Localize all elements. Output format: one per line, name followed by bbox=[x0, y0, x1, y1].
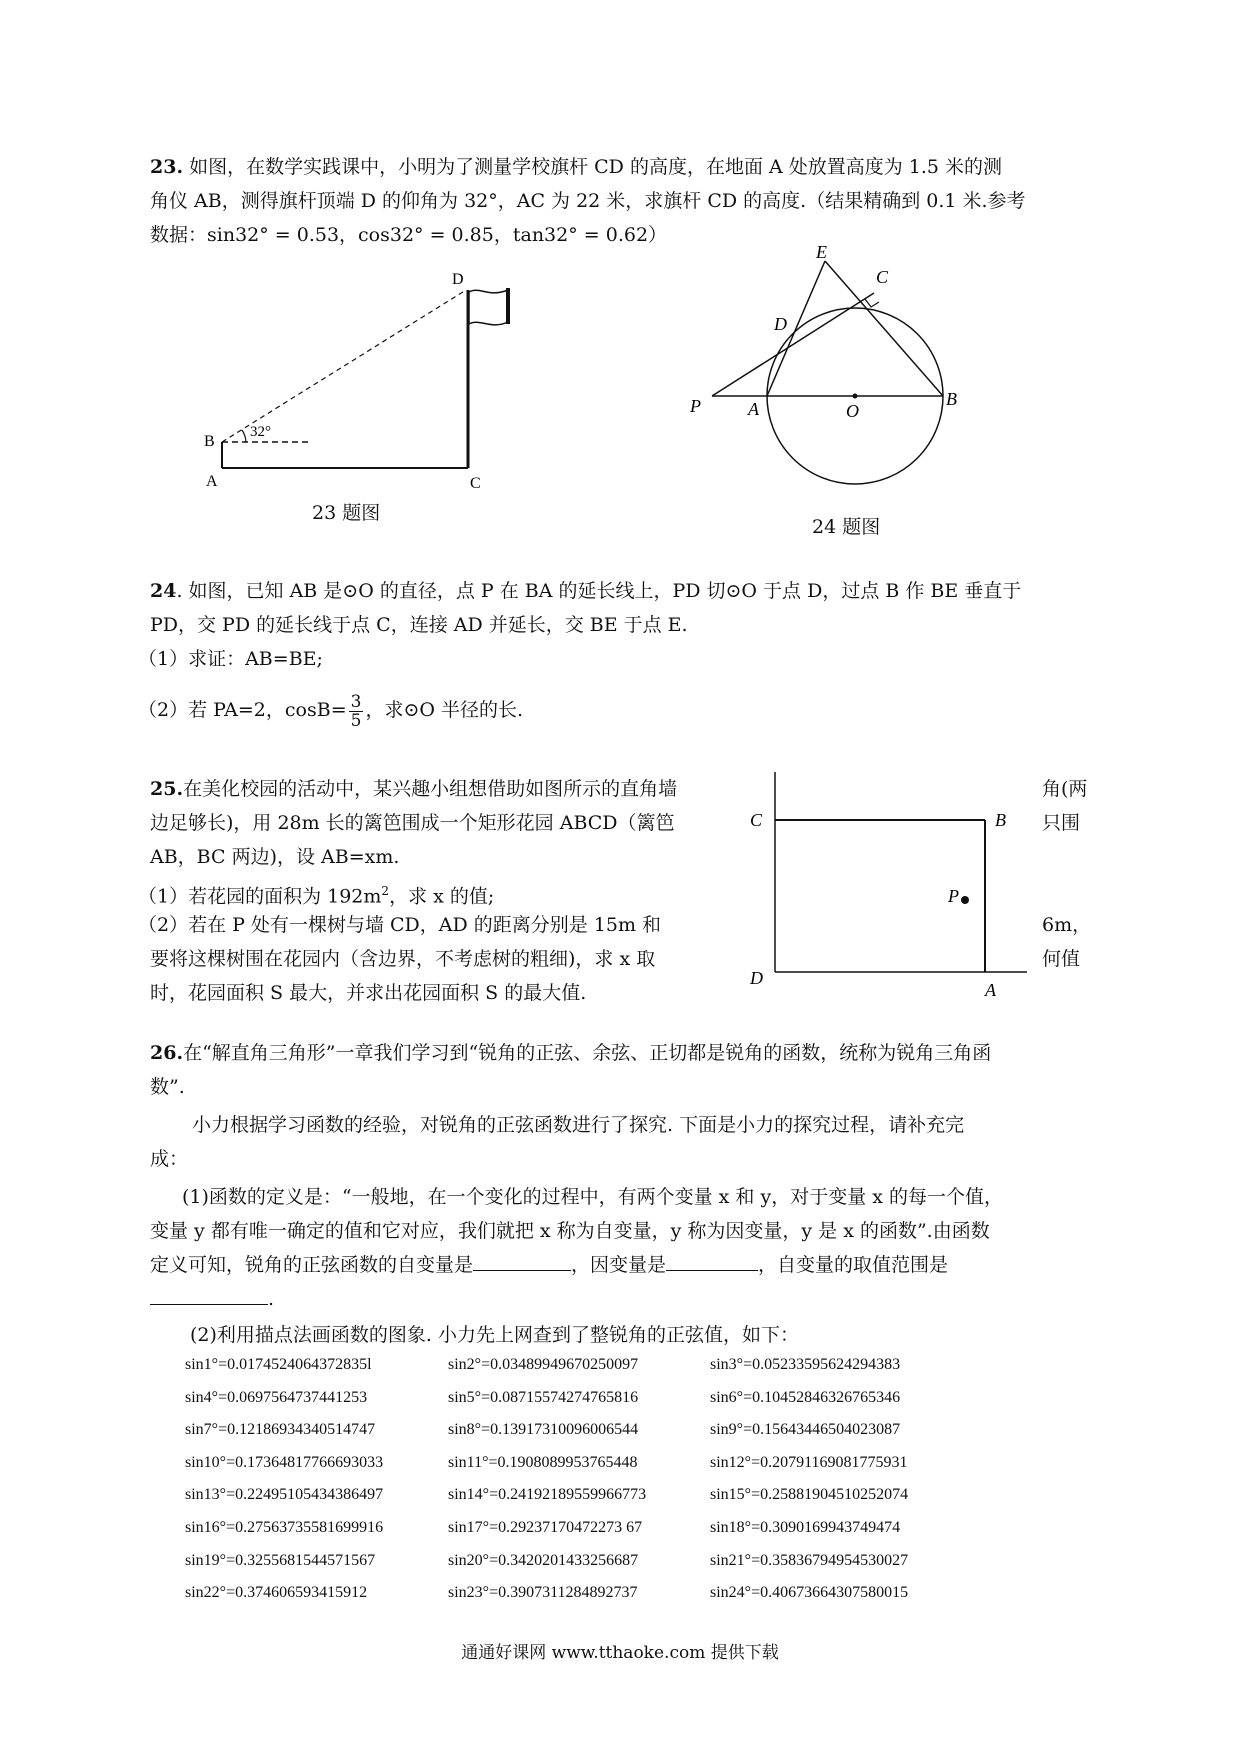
q23-line-2: 角仪 AB，测得旗杆顶端 D 的仰角为 32°，AC 为 22 米，求旗杆 CD 的高度.（结果精确到 0.1 米.参考 bbox=[150, 190, 1026, 212]
q23-figure bbox=[190, 260, 530, 500]
q24-part-2: （2）若 PA=2，cosB= $\frac{3}{5}$ ，求⊙O 半径的长. bbox=[138, 691, 524, 731]
label-a: A bbox=[985, 980, 996, 1000]
q25-line-5-right: 6m， bbox=[1042, 914, 1092, 936]
sin-value-cell: sin10°=0.17364817766693033 bbox=[185, 1453, 384, 1471]
q25-line-5: （2）若在 P 处有一棵树与墙 CD，AD 的距离分别是 15m 和 bbox=[138, 914, 662, 936]
q25-line-1: 25.在美化校园的活动中，某兴趣小组想借助如图所示的直角墙 bbox=[150, 778, 678, 800]
q26-line-3: 小力根据学习函数的经验，对锐角的正弦函数进行了探究. 下面是小力的探究过程，请补充完 bbox=[192, 1114, 965, 1136]
label-d: D bbox=[774, 314, 787, 334]
q25-line-6-right: 何值 bbox=[1042, 948, 1081, 970]
q24-caption: 24 题图 bbox=[812, 516, 881, 538]
q24-figure bbox=[690, 245, 970, 515]
q24-line-1: 24. 如图，已知 AB 是⊙O 的直径，点 P 在 BA 的延长线上，PD 切⊙O 于点 D，过点 B 作 BE 垂直于 bbox=[150, 580, 1022, 602]
tree-p bbox=[961, 896, 969, 904]
sin-value-cell: sin19°=0.3255681544571567 bbox=[185, 1551, 376, 1569]
q23-number: 23. bbox=[150, 156, 184, 178]
q26-line-2: 数”. bbox=[150, 1076, 185, 1098]
label-b: B bbox=[946, 389, 957, 409]
q23-line-3: 数据：sin32° = 0.53，cos32° = 0.85，tan32° = 0.62） bbox=[150, 224, 668, 246]
q26-line-8: . bbox=[150, 1286, 274, 1312]
right-angle-c bbox=[865, 299, 879, 307]
sin-value-cell: sin16°=0.27563735581699916 bbox=[185, 1519, 384, 1536]
sight-line-bd bbox=[222, 290, 466, 442]
sin-value-cell: sin13°=0.22495105434386497 bbox=[185, 1486, 384, 1504]
sin-value-cell: sin5°=0.08715574274765816 bbox=[448, 1388, 639, 1406]
sin-value-cell: sin3°=0.05233595624294383 bbox=[710, 1356, 901, 1373]
label-d: D bbox=[452, 271, 464, 288]
sin-value-cell: sin14°=0.24192189559966773 bbox=[448, 1486, 647, 1504]
q24-line-2: PD，交 PD 的延长线于点 C，连接 AD 并延长，交 BE 于点 E. bbox=[150, 614, 688, 636]
q26-line-6: 变量 y 都有唯一确定的值和它对应，我们就把 x 称为自变量，y 称为因变量，y 是 x 的函数”.由函数 bbox=[150, 1220, 990, 1242]
label-p: P bbox=[690, 396, 701, 416]
sin-value-cell: sin21°=0.35836794954530027 bbox=[710, 1551, 909, 1569]
q26-line-7: 定义可知，锐角的正弦函数的自变量是 ，因变量是 ，自变量的取值范围是 bbox=[150, 1254, 949, 1276]
answer-blank-dependent-variable[interactable] bbox=[666, 1252, 758, 1271]
sin-value-cell: sin12°=0.20791169081775931 bbox=[710, 1453, 908, 1471]
angle-label: 32° bbox=[250, 424, 271, 440]
sin-value-cell: sin17°=0.29237170472273 67 bbox=[448, 1519, 643, 1536]
sin-value-cell: sin11°=0.1908089953765448 bbox=[448, 1453, 638, 1471]
q26-number: 26. bbox=[150, 1042, 184, 1064]
q25-line-4: （1）若花园的面积为 $192m^2$，求 x 的值; bbox=[138, 884, 495, 908]
answer-blank-independent-variable[interactable] bbox=[473, 1252, 571, 1271]
label-e: E bbox=[816, 245, 827, 262]
q25-line-7: 时，花园面积 S 最大，并求出花园面积 S 的最大值. bbox=[150, 982, 587, 1004]
q25-figure bbox=[745, 772, 1035, 1010]
q24-part-1: （1）求证：AB=BE; bbox=[138, 648, 323, 670]
q25-line-2-right: 只围 bbox=[1042, 812, 1081, 834]
sin-value-cell: sin15°=0.25881904510252074 bbox=[710, 1486, 909, 1504]
sin-value-cell: sin23°=0.3907311284892737 bbox=[448, 1584, 638, 1602]
sin-value-cell: sin18°=0.3090169943749474 bbox=[710, 1519, 901, 1536]
q25-line-3: AB，BC 两边)，设 AB=xm. bbox=[150, 846, 400, 868]
label-a: A bbox=[748, 399, 759, 419]
tangent-pc bbox=[712, 293, 874, 396]
q26-line-1: 26.在“解直角三角形”一章我们学习到“锐角的正弦、余弦、正切都是锐角的函数，统称为锐角三角函 bbox=[150, 1042, 992, 1064]
q25-number: 25. bbox=[150, 778, 184, 800]
angle-arc bbox=[242, 430, 246, 442]
label-c: C bbox=[470, 475, 481, 492]
sin-value-cell: sin1°=0.0174524064372835l bbox=[185, 1356, 372, 1373]
label-c: C bbox=[750, 810, 763, 830]
label-b: B bbox=[204, 433, 215, 450]
sin-value-cell: sin24°=0.40673664307580015 bbox=[710, 1584, 909, 1602]
q26-line-5: (1)函数的定义是：“一般地，在一个变化的过程中，有两个变量 x 和 y，对于变量 x 的每一个值， bbox=[182, 1186, 1003, 1208]
label-b: B bbox=[995, 810, 1006, 830]
q25-line-1-right: 角(两 bbox=[1042, 778, 1088, 800]
center-o bbox=[853, 394, 858, 399]
label-p: P bbox=[948, 886, 959, 906]
q26-line-9: (2)利用描点法画函数的图象. 小力先上网查到了整锐角的正弦值，如下： bbox=[190, 1324, 799, 1346]
sin-value-cell: sin2°=0.03489949670250097 bbox=[448, 1356, 639, 1373]
sin-value-cell: sin6°=0.10452846326765346 bbox=[710, 1388, 901, 1406]
footer-text: 通通好课网 www.tthaoke.com 提供下载 bbox=[461, 1643, 779, 1663]
label-c: C bbox=[876, 267, 889, 287]
q25-line-6: 要将这棵树围在花园内（含边界，不考虑树的粗细)，求 x 取 bbox=[150, 948, 656, 970]
answer-blank-domain[interactable] bbox=[150, 1286, 268, 1305]
sin-value-cell: sin8°=0.13917310096006544 bbox=[448, 1421, 639, 1439]
flag bbox=[469, 290, 508, 325]
sin-value-cell: sin9°=0.15643446504023087 bbox=[710, 1421, 901, 1439]
label-a: A bbox=[206, 473, 218, 490]
sin-value-cell: sin20°=0.3420201433256687 bbox=[448, 1551, 639, 1569]
q23-line-1: 23. 如图，在数学实践课中，小明为了测量学校旗杆 CD 的高度，在地面 A 处放置高度为 1.5 米的测 bbox=[150, 156, 1003, 178]
label-o: O bbox=[846, 401, 859, 421]
sin-value-cell: sin4°=0.0697564737441253 bbox=[185, 1388, 368, 1406]
fraction-3-5: $\frac{3}{5}$ bbox=[350, 691, 362, 731]
q23-caption: 23 题图 bbox=[312, 502, 381, 524]
q24-number: 24 bbox=[150, 580, 177, 602]
label-d: D bbox=[750, 968, 763, 988]
q25-line-2: 边足够长)，用 28m 长的篱笆围成一个矩形花园 ABCD（篱笆 bbox=[150, 812, 675, 834]
q26-line-4: 成： bbox=[150, 1148, 189, 1170]
sin-value-cell: sin22°=0.374606593415912 bbox=[185, 1584, 368, 1602]
sin-value-cell: sin7°=0.12186934340514747 bbox=[185, 1421, 376, 1439]
